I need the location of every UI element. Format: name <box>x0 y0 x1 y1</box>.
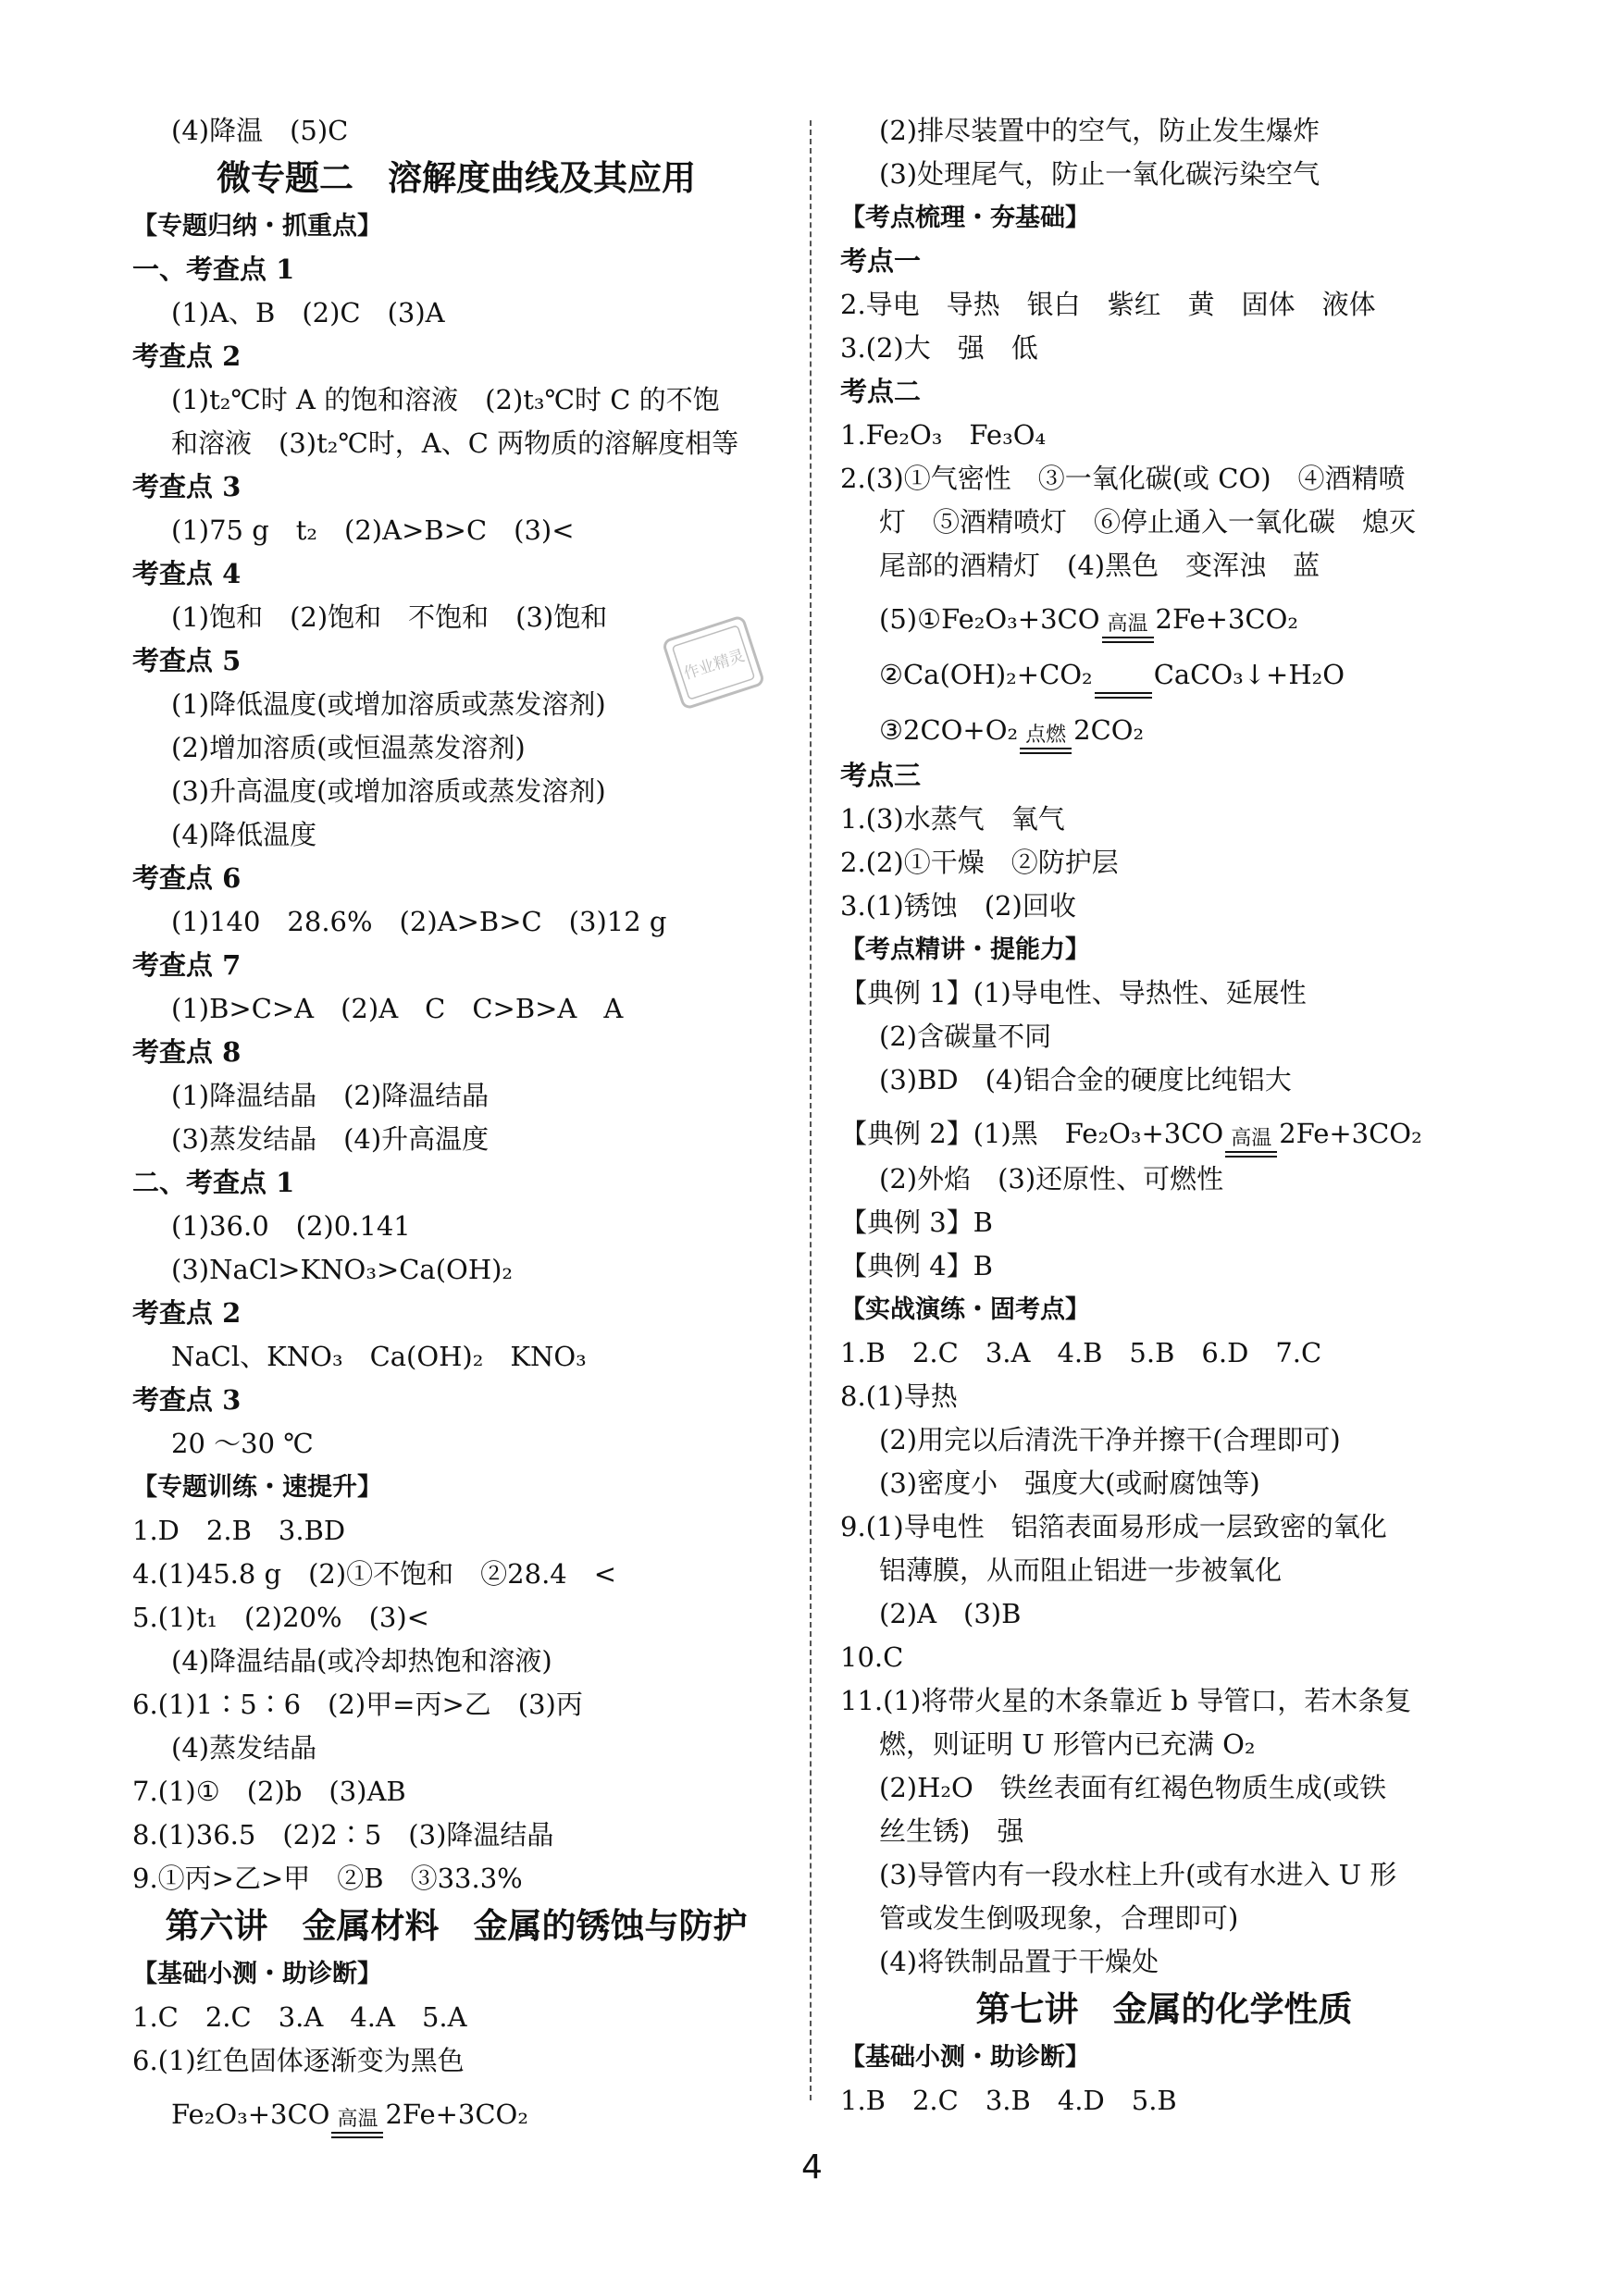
stamp-watermark <box>659 611 768 714</box>
answer-line: NaCl、KNO₃ Ca(OH)₂ KNO₃ <box>171 1341 587 1372</box>
equation-reactants: ②Ca(OH)₂+CO₂ <box>879 659 1093 690</box>
chemical-equation <box>840 1109 1488 1158</box>
answer-line: 【典例 1】(1)导电性、导热性、延展性 <box>840 977 1307 1009</box>
answer-line: (4)降温结晶(或冷却热饱和溶液) <box>171 1645 552 1677</box>
answer-line: 10.C <box>840 1641 904 1673</box>
answer-line: (2)含碳量不同 <box>879 1021 1052 1052</box>
topic-heading: 考查点 8 <box>132 1036 242 1068</box>
reaction-condition <box>1225 1129 1277 1158</box>
answer-line: (2)外焰 (3)还原性、可燃性 <box>879 1163 1224 1195</box>
section-header: 【基础小测・助诊断】 <box>132 1960 382 1988</box>
answer-line: 尾部的酒精灯 (4)黑色 变浑浊 蓝 <box>879 550 1320 581</box>
equals-bar <box>1020 748 1072 754</box>
topic-heading: 考查点 4 <box>132 558 242 589</box>
answer-line: (1)饱和 (2)饱和 不饱和 (3)饱和 <box>171 601 608 633</box>
answer-line: (2)排尽装置中的空气，防止发生爆炸 <box>879 115 1320 146</box>
answer-line: 9.(1)导电性 铝箔表面易形成一层致密的氧化 <box>840 1511 1387 1542</box>
answer-line: (1)140 28.6% (2)A>B>C (3)12 g <box>171 906 667 937</box>
answer-line: 8.(1)36.5 (2)2∶5 (3)降温结晶 <box>132 1819 554 1851</box>
answer-line: 丝生锈) 强 <box>879 1815 1024 1847</box>
topic-heading: 考查点 2 <box>132 1297 242 1329</box>
topic-heading: 考查点 3 <box>132 1384 242 1416</box>
topic-heading: 二、考查点 1 <box>132 1167 295 1198</box>
answer-line: 1.B 2.C 3.B 4.D 5.B <box>840 2085 1177 2116</box>
answer-line: 【典例 4】B <box>840 1250 993 1281</box>
answer-line: 2.(3)①气密性 ③一氧化碳(或 CO) ④酒精喷 <box>840 463 1406 494</box>
answer-line: (4)降温 (5)C <box>171 115 349 146</box>
lecture-title: 第六讲 金属材料 金属的锈蚀与防护 <box>165 1906 748 1946</box>
equation-products: 2Fe+3CO₂ <box>385 2098 528 2130</box>
answer-line: (3)密度小 强度大(或耐腐蚀等) <box>879 1467 1260 1499</box>
equals-bar <box>331 2132 383 2138</box>
answer-line: 4.(1)45.8 g (2)①不饱和 ②28.4 < <box>132 1558 617 1590</box>
equation-products: 2Fe+3CO₂ <box>1155 603 1299 635</box>
equation-products: 2CO₂ <box>1073 714 1145 746</box>
chemical-equation <box>840 650 1488 699</box>
equals-bar <box>1095 692 1152 699</box>
answer-line: (3)蒸发结晶 (4)升高温度 <box>171 1123 490 1155</box>
answer-line: 8.(1)导热 <box>840 1380 958 1412</box>
answer-line: (1)75 g t₂ (2)A>B>C (3)< <box>171 514 575 546</box>
answer-line: 6.(1)红色固体逐渐变为黑色 <box>132 2045 465 2076</box>
answer-line: (1)36.0 (2)0.141 <box>171 1210 411 1242</box>
left-column <box>132 109 780 2138</box>
answer-line: (2)增加溶质(或恒温蒸发溶剂) <box>171 732 526 763</box>
equation-reactants: ③2CO+O₂ <box>879 714 1019 746</box>
topic-heading: 一、考查点 1 <box>132 254 295 285</box>
answer-line: 7.(1)① (2)b (3)AB <box>132 1776 406 1807</box>
answer-line: 1.B 2.C 3.A 4.B 5.B 6.D 7.C <box>840 1337 1322 1368</box>
answer-line: 20 ～30 ℃ <box>171 1428 314 1459</box>
page-number: 4 <box>801 2148 823 2186</box>
equals-bar <box>1225 1151 1277 1158</box>
answer-line: 3.(2)大 强 低 <box>840 332 1038 364</box>
section-header: 【专题训练・速提升】 <box>132 1473 382 1502</box>
answer-line: (1)A、B (2)C (3)A <box>171 297 445 328</box>
topic-heading: 考点一 <box>840 245 922 277</box>
reaction-condition <box>1095 670 1152 699</box>
equation-reactants: 【典例 2】(1)黑 Fe₂O₃+3CO <box>840 1118 1224 1149</box>
answer-line: (1)B>C>A (2)A C C>B>A A <box>171 993 624 1024</box>
answer-line: 燃，则证明 U 形管内已充满 O₂ <box>879 1728 1256 1760</box>
section-header: 【基础小测・助诊断】 <box>840 2043 1090 2072</box>
condition-text: 高温 <box>1231 1127 1272 1150</box>
reaction-condition <box>331 2110 383 2138</box>
answer-line: 9.①丙>乙>甲 ②B ③33.3% <box>132 1863 523 1894</box>
answer-line: 1.Fe₂O₃ Fe₃O₄ <box>840 419 1047 451</box>
answer-line: (2)用完以后清洗干净并擦干(合理即可) <box>879 1424 1341 1455</box>
answer-line: (2)A (3)B <box>879 1598 1022 1629</box>
equation-products: 2Fe+3CO₂ <box>1279 1118 1422 1149</box>
equation-products: CaCO₃↓+H₂O <box>1153 659 1345 690</box>
answer-line: (2)H₂O 铁丝表面有红褐色物质生成(或铁 <box>879 1772 1387 1803</box>
section-header: 【实战演练・固考点】 <box>840 1295 1090 1324</box>
column-divider <box>810 120 812 2100</box>
equation-reactants: Fe₂O₃+3CO <box>171 2098 330 2130</box>
topic-heading: 考点二 <box>840 376 922 407</box>
condition-text: 高温 <box>1107 613 1148 636</box>
answer-line: 【典例 3】B <box>840 1207 993 1238</box>
right-column <box>840 109 1488 2123</box>
topic-heading: 考查点 2 <box>132 340 242 372</box>
answer-line: (4)降低温度 <box>171 819 317 850</box>
section-header: 【考点精讲・提能力】 <box>840 935 1090 964</box>
answer-line: 2.(2)①干燥 ②防护层 <box>840 847 1119 878</box>
chemical-equation <box>840 595 1488 643</box>
chemical-equation <box>132 2090 780 2138</box>
reaction-condition <box>1102 614 1154 643</box>
answer-line: 6.(1)1∶5∶6 (2)甲=丙>乙 (3)丙 <box>132 1689 583 1720</box>
topic-heading: 考查点 5 <box>132 645 242 676</box>
answer-line: (3)NaCl>KNO₃>Ca(OH)₂ <box>171 1254 514 1285</box>
equals-bar <box>1102 637 1154 643</box>
section-header: 【专题归纳・抓重点】 <box>132 212 382 241</box>
answer-line: 1.(3)水蒸气 氧气 <box>840 803 1065 835</box>
equation-reactants: (5)①Fe₂O₃+3CO <box>879 603 1100 635</box>
answer-line: 1.D 2.B 3.BD <box>132 1515 346 1546</box>
answer-line: (4)蒸发结晶 <box>171 1732 317 1764</box>
answer-line: 11.(1)将带火星的木条靠近 b 导管口，若木条复 <box>840 1685 1412 1716</box>
topic-heading: 考查点 3 <box>132 471 242 502</box>
lecture-title: 第七讲 金属的化学性质 <box>975 1989 1353 2029</box>
lecture-title: 微专题二 溶解度曲线及其应用 <box>217 158 696 198</box>
answer-line: (4)将铁制品置于干燥处 <box>879 1946 1159 1977</box>
section-header: 【考点梳理・夯基础】 <box>840 204 1090 232</box>
answer-line: (3)导管内有一段水柱上升(或有水进入 U 形 <box>879 1859 1397 1890</box>
answer-line: (1)降温结晶 (2)降温结晶 <box>171 1080 490 1111</box>
answer-line: (3)处理尾气，防止一氧化碳污染空气 <box>879 158 1320 190</box>
answer-line: (1)降低温度(或增加溶质或蒸发溶剂) <box>171 688 606 720</box>
topic-heading: 考查点 6 <box>132 862 242 894</box>
answer-line: 灯 ⑤酒精喷灯 ⑥停止通入一氧化碳 熄灭 <box>879 506 1417 538</box>
chemical-equation <box>840 706 1488 754</box>
answer-line: 5.(1)t₁ (2)20% (3)< <box>132 1602 429 1633</box>
topic-heading: 考查点 7 <box>132 949 242 981</box>
topic-heading: 考点三 <box>840 760 922 791</box>
answer-line: 和溶液 (3)t₂℃时，A、C 两物质的溶解度相等 <box>171 427 739 459</box>
answer-line: (3)升高温度(或增加溶质或蒸发溶剂) <box>171 775 606 807</box>
answer-line: 1.C 2.C 3.A 4.A 5.A <box>132 2001 467 2033</box>
reaction-condition <box>1020 725 1072 754</box>
answer-line: 铝薄膜，从而阻止铝进一步被氧化 <box>879 1554 1283 1586</box>
condition-text: 高温 <box>337 2108 378 2131</box>
answer-line: (3)BD (4)铝合金的硬度比纯铝大 <box>879 1064 1292 1096</box>
answer-line: 2.导电 导热 银白 紫红 黄 固体 液体 <box>840 289 1376 320</box>
condition-text: 点燃 <box>1025 724 1067 747</box>
answer-line: 3.(1)锈蚀 (2)回收 <box>840 890 1076 922</box>
stamp-text: 作业精灵 <box>681 646 748 684</box>
answer-line: 管或发生倒吸现象，合理即可) <box>879 1902 1239 1934</box>
answer-line: (1)t₂℃时 A 的饱和溶液 (2)t₃℃时 C 的不饱 <box>171 384 720 415</box>
